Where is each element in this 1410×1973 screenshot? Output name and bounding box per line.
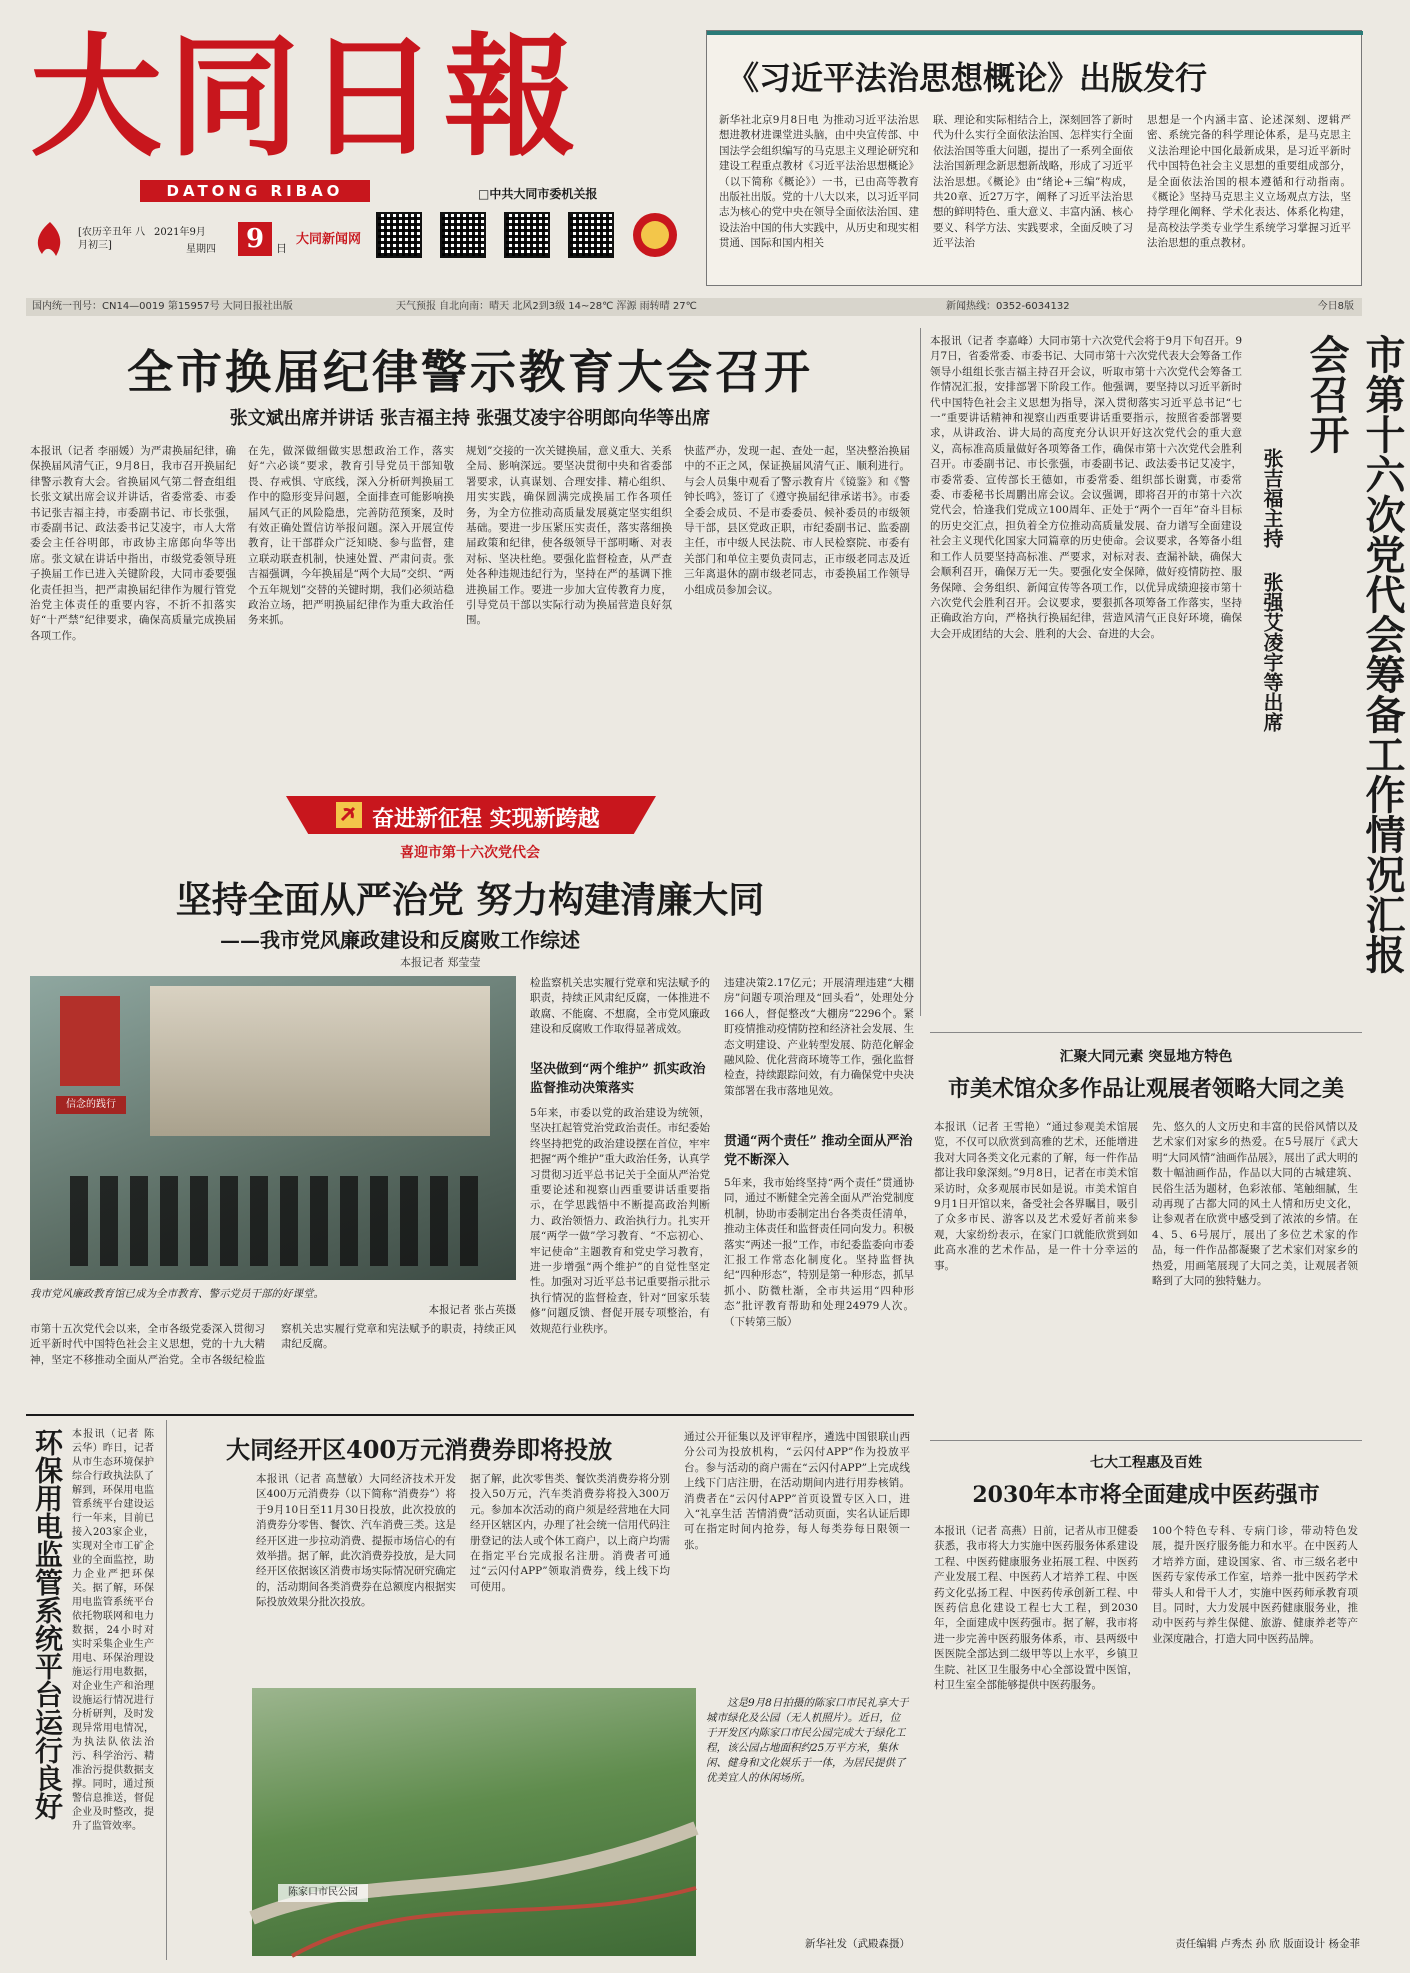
party-emblem-icon: [630, 210, 680, 260]
feature-photo: [30, 976, 516, 1280]
info-bar-hotline: 新闻热线：0352-6034132: [946, 301, 1070, 312]
feature-right-body: 5年来，我市始终坚持“两个责任”贯通协同，通过不断健全完善全面从严治党制度机制，协助市委制定出台各类责任清单，推动主体责任和监督责任同向发力。积极落实“两述一报”工作，市纪委监委向市委汇报工作常态化制度化。坚持监督执纪“四种形态”，特别是第一种形态，抓早抓小、防微杜渐，全市共运用“四种形态”批评教育帮助和处理24979人次。（下转第三版）: [724, 1177, 914, 1328]
top-story-col1: 新华社北京9月8日电 为推动习近平法治思想进教材进课堂进头脑，由中央宣传部、中国法学会组织编写的马克思主义理论研究和建设工程重点教材《习近平法治思想概论》（以下简称《概论》）一书，已由高等教育出版社出版。党的十八大以来，以习近平同志为核心的党中央在领导全面依法治国、建设法治中国的伟大实践中，从历史和现实相贯通、国际和国内相关: [719, 114, 919, 250]
eco-text: 本报讯（记者 陈云华）昨日，记者从市生态环境保护综合行政执法队了解到，环保用电监管系统平台建设运行一年来，目前已接入203家企业，实现对全市工矿企业的全面监控，助力企业严把环保关。据了解，环保用电监管系统平台依托物联网和电力数据，24小时对实时采集企业生产用电、环保治理设施运行用电数据，对企业生产和治理设施运行情况进行分析研判，及时发现异常用电情况，为执法队依法治污、科学治污、精准治污提供数据支撑。同时，通过预警信息推送，督促企业及时整改，提升了监管效率。: [72, 1429, 154, 1832]
lead-story-col3: 规划”交接的一次关键换届，意义重大、关系全局、影响深远。要坚决贯彻中央和省委部署要求，认真谋划、合理安排、精心组织、用实实践，确保圆满完成换届工作各项任务，为全方位推动高质量发展奠定坚实组织基础。要进一步压紧压实责任，落实落细换届政策和纪律，使各级领导干部明晰、对表对标、坚决杜绝。要强化监督检查，从严查处各种违规违纪行为，坚持在严的基调下推进换届工作。要进一步加大宣传教育力度，引导党员干部以实际行动为换届营造良好氛围。: [466, 445, 672, 627]
tcm-title: 2030年本市将全面建成中医药强市: [972, 1482, 1320, 1508]
tcm-col2: 100个特色专科、专病门诊，带动特色发展，提升医疗服务能力和水平。在中医药人才培养方面，建设国家、省、市三级名老中医药专家传承工作室，培养一批中医药学术带头人和骨干人才，实施中医药师承教育项目。同时，大力发展中医药健康服务业，推动中医药与养生保健、旅游、健康养老等产业深度融合，打造大同中医药品牌。: [1152, 1525, 1358, 1645]
qr-code-icon[interactable]: [376, 212, 422, 258]
voucher-col1: 本报讯（记者 高慧敏）大同经济技术开发区400万元消费券（以下简称“消费券”）将于9月10日至11月30日投放，此次投放的消费券分零售、餐饮、汽车消费三类。这是经开区进一步拉动消费、提振市场信心的有效举措。据了解，此次消费券投放，是大同经开区依据该区消费市场实际情况研究确定的，活动期间各类消费券在总额度内根据实际投放效果分批次投放。: [256, 1473, 456, 1609]
feature-photo-caption: 我市党风廉政教育馆已成为全市教育、警示党员干部的好课堂。: [30, 1288, 324, 1300]
feature-right-top: 违建决策2.17亿元；开展清理违建“大棚房”问题专项治理及“回头看”，处理处分166人，督促整改“大棚房”2296个。紧盯疫情推动疫情防控和经济社会发展、生态文明建设、产业转型发展、防范化解金融风险、优化营商环境等工作，强化监督检查，持续跟踪问效，有力确保党中央决策部署在我市落地见效。: [724, 977, 914, 1097]
issue-day-suffix: 日: [276, 242, 287, 255]
feature-kicker: 喜迎市第十六次党代会: [400, 845, 540, 861]
masthead-title: 大同日報: [30, 20, 582, 175]
qr-code-icon[interactable]: [504, 212, 550, 258]
top-story-col3: 思想是一个内涵丰富、论述深刻、逻辑严密、系统完备的科学理论体系，是马克思主义法治理论中国化最新成果，是习近平新时代中国特色社会主义思想的重要组成部分，是全面依法治国的根本遵循和行动指南。《概论》坚持马克思主义立场观点方法，坚持学理化阐释、学术化表达、体系化构建，是高校法学类专业学生系统学习掌握习近平法治思想的重点教材。: [1147, 114, 1351, 250]
party-congress-text: 本报讯（记者 李嘉峰）大同市第十六次党代会将于9月下旬召开。9月7日，省委常委、市委书记、大同市第十六次党代表大会筹备工作领导小组组长张吉福主持召开会议，听取市第十六次党代会筹备工作情况汇报，安排部署下阶段工作。他强调，要坚持以习近平新时代中国特色社会主义思想为指导，深入贯彻落实习近平总书记“七一”重要讲话精神和视察山西重要讲话重要指示，按照省委部署要求，从讲政治、讲大局的高度充分认识开好这次党代会的重大意义，高标准高质量做好各项筹备工作，确保市第十六次党代会胜利召开。市委副书记、市长张强，市委副书记、政法委书记艾凌宇，市委常委、宣传部长王德如，市委常委、组织部长谢冀，市委常委、市委秘书长周鹏出席会议。会议强调，即将召开的市第十六次党代会，恰逢我们党成立100周年、正处于“两个一百年”奋斗目标的历史交汇点，担负着全方位推动高质量发展、奋力谱写全面建设社会主义现代化国家大同篇章的历史使命。会议要求，各筹备小组和工作人员要坚持高标准、严要求，对标对表、查漏补缺，确保大会顺利召开，确保万无一失。要强化安全保障，做好疫情防控、服务保障、会务组织、新闻宣传等各项工作，以优异成绩迎接市第十六次党代会胜利召开。会议要求，要狠抓各项筹备工作落实，坚持正确政治方向，严格执行换届纪律，营造风清气正良好环境，确保大会开成团结的大会、胜利的大会、奋进的大会。: [930, 335, 1242, 640]
party-flag-icon: [336, 802, 362, 828]
museum-story: [930, 1032, 1362, 1430]
lead-story: [26, 328, 914, 778]
aerial-photo-sign: 陈家口市民公园: [278, 1884, 368, 1902]
lead-story-col2: 在先，做深做细做实思想政治工作，落实好“六必谈”要求，教育引导党员干部知敬畏、存戒惧、守底线，深入分析研判换届工作中的隐形变异问题，全面排查可能影响换届风气正的风险隐患，完善防范预案，及时有效正确处置信访举报问题。深入开展宣传教育，让干部群众广泛知晓、参与监督，建立联动联查机制，快速处置、严肃问责。张吉福强调，今年换届是“两个大局”交织、“两个五年规划”交替的关键时期，我们必须站稳政治立场，把严明换届纪律作为重大政治任务来抓。: [248, 445, 454, 627]
qr-code-icon[interactable]: [568, 212, 614, 258]
party-congress-sub: 张吉福主持 张强艾凌宇等出席: [1260, 448, 1284, 732]
aerial-road-icon: [252, 1688, 696, 1956]
voucher-col3: 通过公开征集以及评审程序，遴选中国银联山西分公司为投放机构，“云闪付APP”作为投放平台。参与活动的商户需在“云闪付APP”上完成线上线下门店注册，在活动期间内进行用券核销。消费者在“云闪付APP”首页设置专区入口，进入“礼享生活 苦情消费”活动页面，实名认证后即可在指定时间内抢券，每人每类券每日限领一张。: [684, 1431, 910, 1551]
tcm-story: [930, 1440, 1362, 1960]
eco-story: [26, 1420, 156, 1960]
voucher-col2: 据了解，此次零售类、餐饮类消费券将分别投入50万元，汽车类消费券将投入300万元。参加本次活动的商户须是经营地在大同经开区辖区内，办理了社会统一信用代码注册登记的法人或个体工商户，以上商户均需在指定平台完成报名注册。消费者可通过“云闪付APP”领取消费券，线上线下均可使用。: [470, 1473, 670, 1593]
lead-story-col4: 快蓝严办，发现一起、查处一起，坚决整治换届中的不正之风，保证换届风清气正、顺利进行。与会人员集中观看了警示教育片《镜鉴》和《警钟长鸣》，签订了《遵守换届纪律承诺书》。市委全委会成员、不是市委委员、候补委员的市级领导干部，县区党政正职，市纪委副书记、监委副主任，市中级人民法院、市人民检察院、市委有关部门和单位主要负责同志，正市级老同志及近三年离退休的副市级老同志，市委换届工作领导小组成员参加会议。: [684, 445, 910, 596]
info-bar: [26, 298, 1362, 316]
lead-story-subtitle: 张文斌出席并讲话 张吉福主持 张强艾凌宇谷明郎向华等出席: [229, 408, 711, 429]
campaign-banner: [26, 790, 914, 836]
feature-mid-head: 坚决做到“两个维护” 抓实政治监督推动决策落实: [530, 1062, 706, 1096]
top-story-box: [706, 30, 1362, 286]
info-bar-pages: 今日8版: [1317, 301, 1354, 312]
issue-date: 2021年9月: [154, 227, 206, 238]
feature-mid-body: 5年来，市委以党的政治建设为统领，坚决扛起管党治党政治责任。市纪委始终坚持把党的政治建设摆在首位，牢牢把握“两个维护”重大政治任务，认真学习贯彻习近平总书记关于全面从严治党重要论述和视察山西重要讲话重要指示，在学思践悟中不断提高政治判断力、政治领悟力、政治执行力。扎实开展“两学一做”学习教育、“不忘初心、牢记使命”主题教育和党史学习教育，进一步增强“两个维护”的自觉性坚定性。加强对习近平总书记重要指示批示执行情况的监督检查，针对“回家乐装修”问题反馈、督促开展专项整治，有效规范行业秩序。: [530, 1107, 710, 1335]
tcm-col1: 本报讯（记者 高燕）日前，记者从市卫健委获悉，我市将大力实施中医药服务体系建设工程、中医药健康服务业拓展工程、中医药产业发展工程、中医药人才培养工程、中医药文化弘扬工程、中医药传承创新工程、中医药信息化建设工程七大工程，到2030年，全面建成中医药强市。据了解，我市将进一步完善中医药服务体系，市、县两级中医医院全部达到二级甲等以上水平，乡镇卫生院、社区卫生服务中心全部设置中医馆，村卫生室全部能够提供中医药服务。: [934, 1525, 1138, 1692]
qr-code-icon[interactable]: [440, 212, 486, 258]
top-story-title: 《习近平法治思想概论》出版发行: [727, 59, 1208, 97]
feature-right-head: 贯通“两个责任” 推动全面从严治党不断深入: [724, 1134, 913, 1168]
museum-title: 市美术馆众多作品让观展者领略大同之美: [947, 1076, 1344, 1102]
feature-title: 坚持全面从严治党 努力构建清廉大同: [175, 879, 765, 921]
lead-story-col1: 本报讯（记者 李丽媛）为严肃换届纪律，确保换届风清气正，9月8日，我市召开换届纪律警示教育大会。省换届风气第二督查组组长张文斌出席会议并讲话，省委常委、市委书记张吉福主持，市委副书记、市长张强，市委副书记、政法委书记艾凌宇，市人大常委会主任谷明郎，市政协主席郎向华等出席。张文斌在讲话中指出，市级党委领导班子换届工作已进入关键阶段，大同市委要强化责任担当，把严肃换届纪律作为履行管党治党主体责任的重要内容，不折不扣落实好“十严禁”纪律要求，确保高质量完成换届各项工作。: [30, 445, 236, 642]
masthead-pinyin: DATONG RIBAO: [140, 180, 370, 202]
feature-photo-sign: 信念的践行: [56, 1096, 126, 1114]
page-editors: 责任编辑 卢秀杰 孙 欣 版面设计 杨金菲: [1175, 1938, 1360, 1950]
aerial-photo: [252, 1688, 696, 1956]
info-bar-weather: 天气预报 自北向南：晴天 北风2到3级 14~28℃ 浑源 雨转晴 27℃: [396, 301, 697, 312]
voucher-title: 大同经开区400万元消费券即将投放: [226, 1435, 613, 1464]
news-site-label: 大同新闻网: [296, 232, 362, 247]
feature-subtitle: ——我市党风廉政建设和反腐败工作综述: [220, 928, 580, 952]
voucher-story: [166, 1420, 914, 1960]
eco-title: 环保用电监管系统平台运行良好: [31, 1428, 64, 1820]
feature-mid-top: 检监察机关忠实履行党章和宪法赋予的职责，持续正风肃纪反腐，一体推进不敢腐、不能腐、不想腐，全市党风廉政建设和反腐败工作取得显著成效。: [530, 977, 710, 1036]
lead-story-title: 全市换届纪律警示教育大会召开: [127, 345, 813, 399]
feature-byline: 本报记者 郑莹莹: [400, 956, 481, 969]
info-bar-publication: 国内统一刊号：CN14—0019 第15957号 大同日报社出版: [32, 301, 293, 312]
party-congress-headline: 市第十六次党代会筹备工作情况汇报会召开: [1303, 334, 1405, 974]
issue-day: 9: [238, 222, 272, 256]
party-congress-story: [920, 328, 1405, 1016]
top-story-col2: 联、理论和实际相结合上，深刻回答了新时代为什么实行全面依法治国、怎样实行全面依法治国等重大问题，提出了一系列全面依法治国新理念新思想新战略，形成了习近平法治思想。《概论》由“绪论+三编”构成，共20章、近27万字，阐释了习近平法治思想的鲜明特色、重大意义、丰富内涵、核心要义、科学方法、实践要求，全面反映了习近平法治: [933, 114, 1133, 250]
museum-col1: 本报讯（记者 王雪艳）“通过参观美术馆展览，不仅可以欣赏到高雅的艺术，还能增进我对大同各类文化元素的了解，每一件作品都让我印象深刻。”9月8日，记者在市美术馆采访时，众多观展市民如是说。市美术馆自9月1日开馆以来，备受社会各界瞩目，吸引了众多市民、游客以及艺术爱好者前来参观，大家纷纷表示，在家门口就能欣赏到如此高水准的艺术作品，是一件十分幸运的事。: [934, 1121, 1138, 1272]
aerial-credit: 新华社发（武殿森摄）: [805, 1938, 910, 1950]
issue-weekday: 星期四: [186, 244, 216, 255]
campaign-slogan: 奋进新征程 实现新跨越: [372, 807, 600, 832]
paper-logo-icon: [30, 220, 70, 260]
tcm-kicker: 七大工程惠及百姓: [1090, 1455, 1202, 1471]
feature-photo-credit: 本报记者 张占英摄: [428, 1304, 516, 1316]
aerial-caption: 这是9月8日拍摄的陈家口市民礼享大于城市绿化及公园（无人机照片）。近日，位于开发区内陈家口市民公园完成大于绿化工程，该公园占地面积约25万平方米，集休闲、健身和文化娱乐于一体，为居民提供了优美宜人的休闲场所。: [706, 1697, 909, 1784]
masthead-sponsor: □中共大同市委机关报: [478, 187, 598, 201]
masthead: [26, 22, 706, 262]
feature-bottom-text: 市第十五次党代会以来，全市各级党委深入贯彻习近平新时代中国特色社会主义思想，党的十九大精神，坚定不移推动全面从严治党。全市各级纪检监察机关忠实履行党章和宪法赋予的职责，持续正风肃纪反腐。: [30, 1323, 516, 1366]
museum-kicker: 汇聚大同元素 突显地方特色: [1059, 1049, 1233, 1065]
museum-col2: 先、悠久的人文历史和丰富的民俗风情以及艺术家们对家乡的热爱。在5号展厅《武大明“大同风情”油画作品展》，展出了武大明的数十幅油画作品，作品以大同的古城建筑、民俗生活为题材，色彩浓郁、笔触细腻，生动再现了古都大同的风土人情和历史文化，让参观者在欣赏中感受到了浓浓的乡情。在4、5、6号展厅，展出了多位艺术家的作品，每一件作品都凝聚了艺术家们对家乡的热爱，用画笔展现了大同之美，让观展者领略到了大同的独特魅力。: [1152, 1121, 1358, 1288]
lunar-date: [农历辛丑年 八月初三]: [78, 227, 146, 251]
